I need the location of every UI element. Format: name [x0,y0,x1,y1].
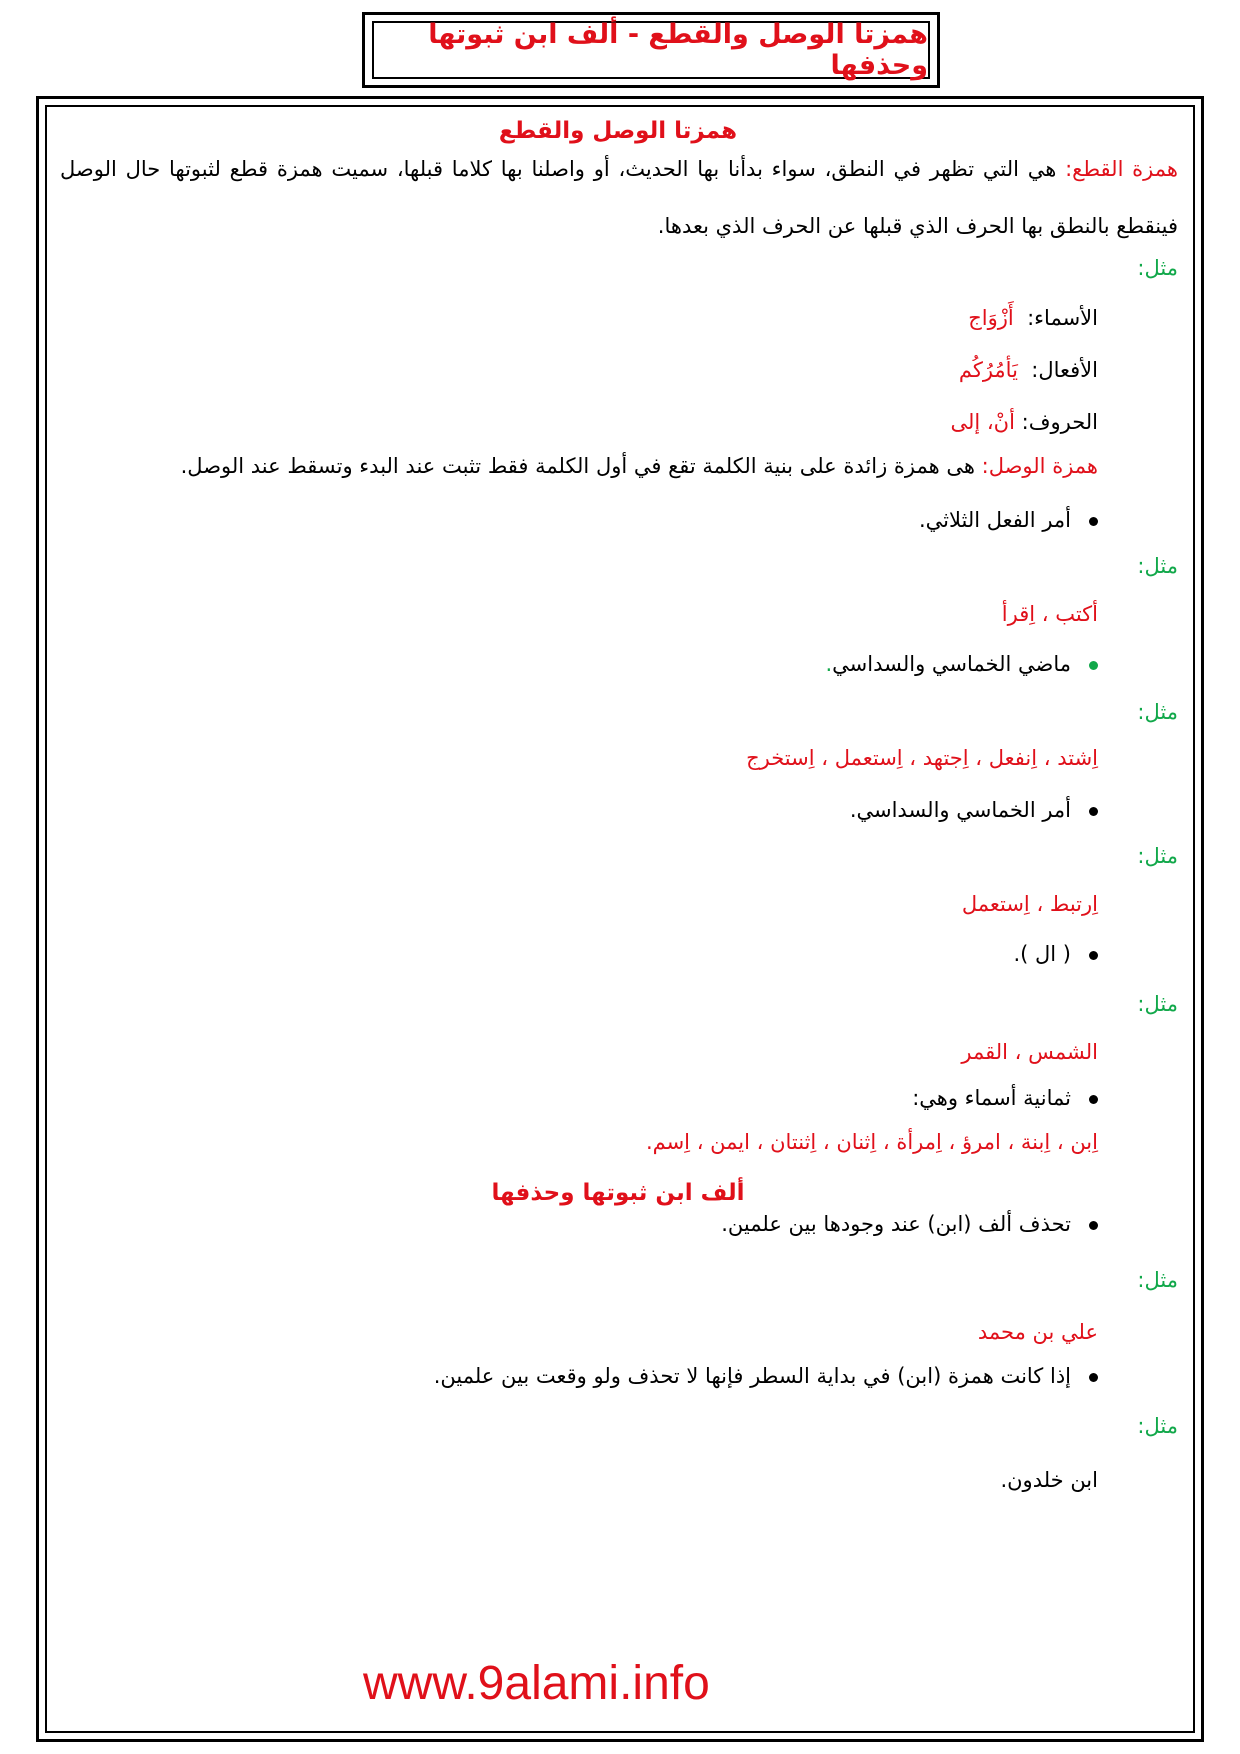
bullet-icon [1089,517,1098,526]
wasl-term: همزة الوصل: [981,454,1098,478]
example-label: مثل: [1137,1414,1178,1438]
nouns-example [58,306,1098,330]
letters-example [58,410,1098,434]
list-item: تحذف ألف (ابن) عند وجودها بين علمين. [721,1212,1098,1236]
list-item-example: أكتب ، اِقرأ [1001,602,1098,626]
bullet-icon [1089,807,1098,816]
example-label: مثل: [1137,992,1178,1016]
list-item-example: اِشتد ، اِنفعل ، اِجتهد ، اِستعمل ، اِستخرج [746,746,1098,770]
list-item: أمر الخماسي والسداسي. [850,798,1098,822]
list-item: ماضي الخماسي والسداسي. [825,652,1098,676]
list-item: ( ال ). [1013,942,1098,966]
list-item-example: علي بن محمد [977,1320,1098,1344]
verbs-label: الأفعال: [1031,358,1098,382]
qat-definition [58,141,1178,255]
list-item-example: الشمس ، القمر [961,1040,1098,1064]
example-label: مثل: [1137,1268,1178,1292]
title-box [362,12,940,88]
wasl-definition [58,454,1098,478]
list-item-example: اِبن ، اِبنة ، امرؤ ، اِمرأة ، اِثنان ، اِثنتان ، ايمن ، اِسم. [645,1130,1098,1154]
page-title: همزتا الوصل والقطع - ألف ابن ثبوتها وحذفها [428,19,928,81]
wasl-text: هى همزة زائدة على بنية الكلمة تقع في أول الكلمة فقط تثبت عند البدء وتسقط عند الوصل. [180,454,982,478]
letters-value: أنْ، إلى [950,410,1015,434]
example-label: مثل: [1137,700,1178,724]
bullet-icon [1089,951,1098,960]
title-box-inner [372,21,930,79]
verbs-example [58,358,1098,382]
letters-label: الحروف: [1021,410,1098,434]
nouns-value: أَزْوَاج [968,306,1014,330]
list-item: أمر الفعل الثلاثي. [919,508,1098,532]
bullet-icon [1089,1095,1098,1104]
list-item: ثمانية أسماء وهي: [912,1086,1098,1110]
example-label: مثل: [1137,554,1178,578]
list-item-example: اِرتبط ، اِستعمل [961,892,1098,916]
website-watermark: www.9alami.info [363,1657,710,1710]
section2-heading: ألف ابن ثبوتها وحذفها [491,1180,745,1206]
example-label: مثل: [1137,256,1178,280]
bullet-icon [1089,1373,1098,1382]
content-area [58,108,1178,1728]
example-label: مثل: [1137,844,1178,868]
bullet-icon [1089,661,1098,670]
list-item-example: ابن خلدون. [1000,1468,1098,1492]
verbs-value: يَأمُرُكُم [958,358,1018,382]
bullet-icon [1089,1221,1098,1230]
section1-heading: همزتا الوصل والقطع [498,118,738,144]
qat-term: همزة القطع: [1065,157,1178,181]
list-item: إذا كانت همزة (ابن) في بداية السطر فإنها لا تحذف ولو وقعت بين علمين. [434,1364,1098,1388]
qat-text: هي التي تظهر في النطق، سواء بدأنا بها الحديث، أو واصلنا بها كلاما قبلها، سميت همزة قطع لثبوتها حال الوصل فينقطع بالنطق بها الحرف الذي قبلها عن الحرف الذي بعدها. [60,157,1178,238]
nouns-label: الأسماء: [1027,306,1098,330]
